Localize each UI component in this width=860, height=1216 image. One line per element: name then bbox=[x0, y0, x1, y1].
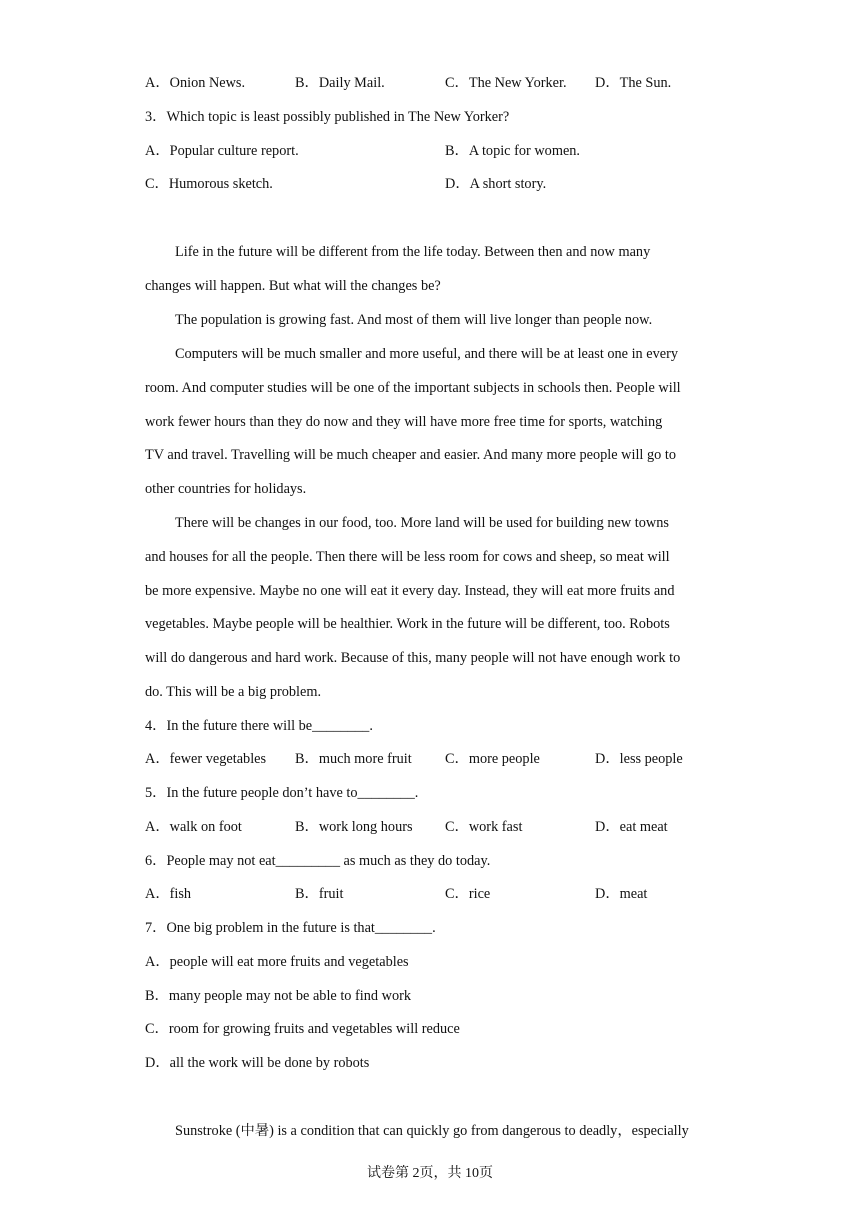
passage-line: do. This will be a big problem. bbox=[145, 684, 322, 700]
passage-line: changes will happen. But what will the changes be? bbox=[145, 278, 441, 294]
passage-line: Sunstroke (中暑) is a condition that can quickly go from dangerous to deadly，especially bbox=[175, 1123, 689, 1139]
passage-line: will do dangerous and hard work. Because of this, many people will not have enough work to bbox=[145, 650, 681, 666]
option-d: D．meat bbox=[595, 886, 648, 902]
option-b: B．fruit bbox=[295, 886, 344, 902]
passage-line: be more expensive. Maybe no one will eat it every day. Instead, they will eat more fruits and bbox=[145, 583, 675, 599]
passage-line: TV and travel. Travelling will be much cheaper and easier. And many more people will go to bbox=[145, 447, 676, 463]
option-c: C．work fast bbox=[445, 819, 523, 835]
option-c: C．rice bbox=[445, 886, 491, 902]
option-d: D．The Sun. bbox=[595, 75, 672, 91]
passage-line: work fewer hours than they do now and they will have more free time for sports, watching bbox=[145, 414, 663, 430]
option-c: C．more people bbox=[445, 751, 540, 767]
option-a: A．fewer vegetables bbox=[145, 751, 267, 767]
option-a: A．fish bbox=[145, 886, 192, 902]
passage-line: The population is growing fast. And most of them will live longer than people now. bbox=[175, 312, 653, 328]
passage-line: There will be changes in our food, too. More land will be used for building new towns bbox=[175, 515, 669, 531]
question-stem: 7．One big problem in the future is that________. bbox=[145, 920, 436, 936]
option-d: D．eat meat bbox=[595, 819, 668, 835]
option-d: D．less people bbox=[595, 751, 683, 767]
option-b: B．A topic for women. bbox=[445, 143, 581, 159]
option-b: B．Daily Mail. bbox=[295, 75, 385, 91]
passage-line: vegetables. Maybe people will be healthier. Work in the future will be different, too. Robots bbox=[145, 616, 670, 632]
question-stem: 3．Which topic is least possibly published in The New Yorker? bbox=[145, 109, 510, 125]
option-c: C．room for growing fruits and vegetables will reduce bbox=[145, 1021, 460, 1037]
passage-line: room. And computer studies will be one of the important subjects in schools then. People will bbox=[145, 380, 681, 396]
option-d: D．all the work will be done by robots bbox=[145, 1055, 370, 1071]
option-a: A．walk on foot bbox=[145, 819, 242, 835]
passage-line: other countries for holidays. bbox=[145, 481, 307, 497]
option-c: C．The New Yorker. bbox=[445, 75, 567, 91]
page-footer: 试卷第 2页，共 10页 bbox=[367, 1166, 493, 1181]
option-b: B．work long hours bbox=[295, 819, 413, 835]
option-c: C．Humorous sketch. bbox=[145, 176, 273, 192]
option-a: A．Popular culture report. bbox=[145, 143, 299, 159]
option-b: B．much more fruit bbox=[295, 751, 412, 767]
option-b: B．many people may not be able to find work bbox=[145, 988, 412, 1004]
option-d: D．A short story. bbox=[445, 176, 547, 192]
passage-line: Life in the future will be different from the life today. Between then and now many bbox=[175, 244, 651, 260]
option-a: A．people will eat more fruits and vegetables bbox=[145, 954, 409, 970]
question-stem: 5．In the future people don’t have to________. bbox=[145, 785, 419, 801]
question-stem: 4．In the future there will be________. bbox=[145, 718, 373, 734]
question-stem: 6．People may not eat_________ as much as they do today. bbox=[145, 853, 491, 869]
passage-line: Computers will be much smaller and more useful, and there will be at least one in every bbox=[175, 346, 679, 362]
option-a: A．Onion News. bbox=[145, 75, 246, 91]
passage-line: and houses for all the people. Then there will be less room for cows and sheep, so meat will bbox=[145, 549, 670, 565]
